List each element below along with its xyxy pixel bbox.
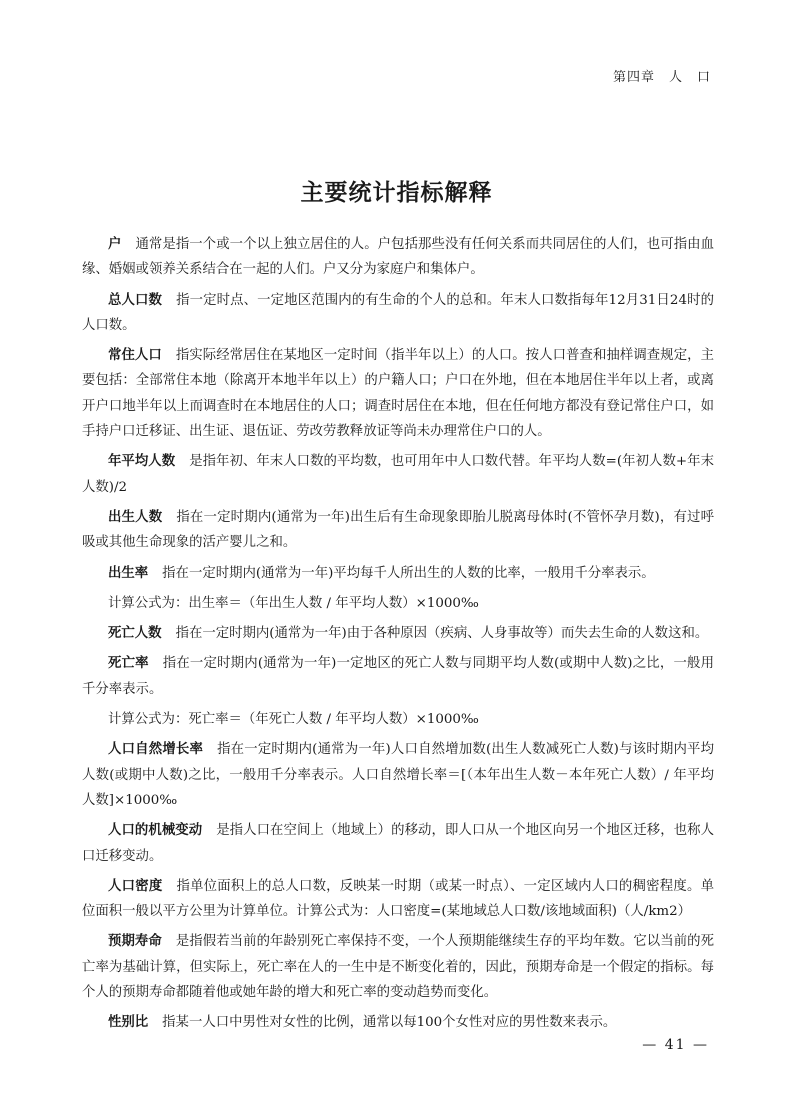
entry-term: 死亡人数 [108,626,162,642]
entry-term: 死亡率 [108,656,149,672]
entry-life-expectancy [82,929,714,1005]
entry-natural-growth-rate [82,737,714,813]
entry-text: 是指人口在空间上（地域上）的移动，即人口从一个地区向另一个地区迁移，也称人口迁移变动。 [82,823,715,864]
entry-term: 预期寿命 [108,934,162,950]
page-title: 主要统计指标解释 [300,180,493,206]
entry-term: 性别比 [108,1015,149,1031]
entry-text: 指一定时点、一定地区范围内的有生命的个人的总和。年末人口数指每年12月31日24时的人口数。 [82,292,714,333]
entry-births [82,505,714,556]
entry-text: 指在一定时期内(通常为一年)平均每千人所出生的人数的比率，一般用千分率表示。 [162,565,655,581]
entry-sex-ratio [82,1010,714,1035]
entry-deaths [82,621,714,646]
entry-birth-rate [82,561,714,586]
entry-text: 指在一定时期内(通常为一年)出生后有生命现象即胎儿脱离母体时(不管怀孕月数)，有过呼吸或其他生命现象的活产婴儿之和。 [82,509,714,551]
entry-term: 出生率 [108,565,149,581]
entry-text: 指实际经常居住在某地区一定时间（指半年以上）的人口。按人口普查和抽样调查规定，主要包括：全部常住本地（除离开本地半年以上）的户籍人口；户口在外地，但在本地居住半年以上者，或离开户口地半年以上而调查时在本地居住的人口；调查时居住在本地，但在任何地方都没有登记常住户口，如手持户口迁移证、出生证、退伍证、劳改劳教释放证等尚未办理常住户口的人。 [82,348,715,440]
entry-term: 常住人口 [108,348,162,364]
entry-text: 指单位面积上的总人口数，反映某一时期（或某一时点）、一定区域内人口的稠密程度。单位面积一般以平方公里为计算单位。计算公式为：人口密度=(某地域总人口数/该地域面积)（人/km2） [82,878,714,920]
entry-term: 人口的机械变动 [108,823,203,839]
entry-population-density [82,874,714,925]
entry-term: 总人口数 [108,292,163,308]
entry-migration [82,818,714,869]
entry-term: 出生人数 [108,509,163,525]
entry-annual-average-population [82,449,714,500]
entry-term: 人口自然增长率 [108,742,204,758]
page-number: — 41 — [642,1037,709,1053]
running-head: 第四章 人 口 [612,70,711,85]
entry-text: 指在一定时期内(通常为一年)人口自然增加数(出生人数减死亡人数)与该时期内平均人数(或期中人数)之比，一般用千分率表示。人口自然增长率＝[（本年出生人数－本年死亡人数）/ 年平均人数]×1000‰ [82,742,714,808]
entry-death-rate [82,651,714,702]
formula-birth-rate: 计算公式为：出生率＝（年出生人数 / 年平均人数）×1000‰ [108,595,479,611]
glossary-body [82,232,714,1041]
entry-text: 指某一人口中男性对女性的比例，通常以每100个女性对应的男性数来表示。 [162,1015,617,1031]
entry-term: 年平均人数 [108,454,176,470]
entry-text: 是指假若当前的年龄别死亡率保持不变，一个人预期能继续生存的平均年数。它以当前的死亡率为基础计算，但实际上，死亡率在人的一生中是不断变化着的，因此，预期寿命是一个假定的指标。每个人的预期寿命都随着他或她年龄的增大和死亡率的变动趋势而变化。 [82,934,715,1001]
entry-text: 是指年初、年末人口数的平均数，也可用年中人口数代替。年平均人数=(年初人数+年末人数)/2 [82,454,715,495]
entry-text: 指在一定时期内(通常为一年)一定地区的死亡人数与同期平均人数(或期中人数)之比，一般用千分率表示。 [82,656,715,697]
entry-total-population [82,288,714,339]
entry-term: 户 [108,237,122,252]
entry-text: 通常是指一个或一个以上独立居住的人。户包括那些没有任何关系而共同居住的人们，也可指由血缘、婚姻或领养关系结合在一起的人们。户又分为家庭户和集体户。 [82,237,715,278]
entry-term: 人口密度 [108,878,163,894]
entry-household [82,232,714,283]
formula-death-rate: 计算公式为：死亡率＝（年死亡人数 / 年平均人数）×1000‰ [108,712,479,728]
entry-text: 指在一定时期内(通常为一年)由于各种原因（疾病、人身事故等）而失去生命的人数这和。 [175,626,709,642]
entry-resident-population [82,343,714,444]
